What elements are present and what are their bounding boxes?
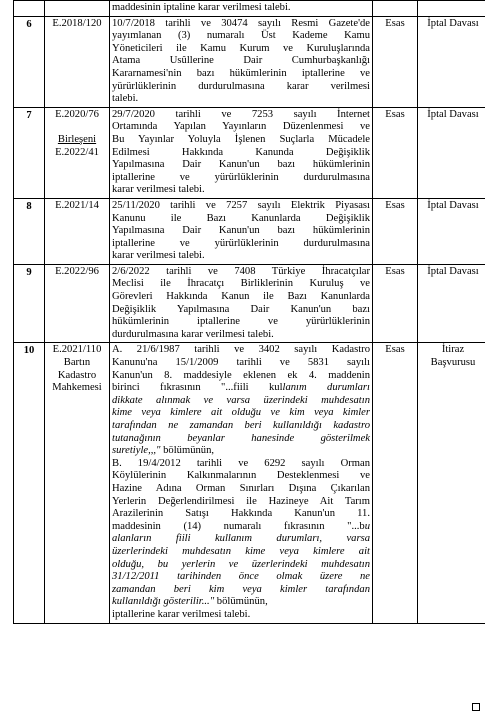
case-subject-line: yayımlanan (3) numaralı Üst Kademe Kamu: [112, 30, 370, 42]
case-subject-line: 10/7/2018 tarihli ve 30474 sayılı Resmi Gazete'de: [112, 17, 370, 29]
case-subject-line: 25/11/2020 tarihli ve 7257 sayılı Elektrik Piyasası: [112, 199, 370, 211]
row-number: 8: [14, 198, 45, 264]
case-subject-line: karar verilmesi talebi.: [112, 250, 205, 262]
application-kind: [418, 198, 485, 264]
case-subject-line: maddesinin iptaline karar verilmesi talebi.: [112, 2, 291, 13]
case-subject-line: tutanağının beyanlar hanesinde gösterilmek: [112, 432, 370, 444]
case-type: Esas: [373, 198, 418, 264]
case-subject-line: Kanun'un 8. maddesiyle eklenen ek 4. maddenin: [112, 369, 370, 381]
case-reference-line: Birleşeni: [57, 133, 97, 145]
case-reference-line: Mahkemesi: [52, 382, 102, 394]
case-type: Esas: [373, 343, 418, 623]
case-subject-line: üzerlerindeki muhdesatın kime veya kimlere ait: [112, 545, 370, 557]
row-number: 9: [14, 264, 45, 343]
case-subject-line: 2/6/2022 tarihli ve 7408 Türkiye İhracatçılar: [112, 265, 370, 277]
case-subject-line: Yapılmasına Dair Kanun'un bazı hükümlerinin: [112, 159, 370, 171]
case-subject-line: 31/12/2011 tarihinden önce olmak üzere ne: [112, 571, 370, 583]
case-reference-line: E.2022/96: [55, 265, 99, 277]
table-row: [14, 198, 485, 264]
case-subject-line: Ortamında Yapılan Yayınların Düzenlenmesi ve: [112, 121, 370, 133]
case-subject-line: kime veya kimlere ait olduğu ve kim veya kimler: [112, 407, 370, 419]
case-subject-line: yürürlüklerinin durdurulmasına karar verilmesi: [112, 80, 370, 92]
case-reference: [45, 198, 110, 264]
table-row: [14, 343, 485, 623]
case-subject-line: Yerlerin Değerlendirilmesi ile Hazineye Ait Tarım: [112, 495, 370, 507]
application-kind: [418, 1, 485, 17]
case-subject-line: Edilmesi Hakkında Kanunda Değişiklik: [112, 146, 370, 158]
case-subject-line: birinci fıkrasının "...fiili kullanım durumları: [112, 382, 370, 394]
case-reference-line: E.2018/120: [52, 17, 102, 29]
case-type: Esas: [373, 107, 418, 198]
case-subject-line: Bu Yayınlar Yoluyla İşlenen Suçlarla Mücadele: [112, 133, 370, 145]
case-reference-line: E.2021/14: [55, 199, 99, 211]
case-subject-line: alanların fiili kullanım durumları, varsa: [112, 533, 370, 545]
case-subject-line: tarafından ne zamandan beri kullanıldığı kadastro: [112, 420, 370, 431]
application-kind-line: İptal Davası: [427, 265, 479, 277]
application-kind-line: Başvurusu: [430, 357, 476, 369]
row-number: 10: [14, 343, 45, 623]
case-subject-line: Görevleri Hakkında Kanun ile Bazı Kanunlarda: [112, 291, 370, 303]
page-corner-marker: [472, 703, 480, 711]
case-subject-line: talebi.: [112, 93, 139, 105]
case-reference-line: [47, 121, 107, 134]
case-type: Esas: [373, 16, 418, 107]
case-subject-line: B. 19/4/2012 tarihli ve 6292 sayılı Orman: [112, 457, 370, 469]
case-reference: [45, 343, 110, 623]
application-kind: [418, 343, 485, 623]
table-row: [14, 107, 485, 198]
case-reference: [45, 16, 110, 107]
application-kind: [418, 264, 485, 343]
case-reference-line: Bartın: [63, 357, 91, 369]
case-subject-line: maddesinin (14) numaralı fıkrasının "...bu: [112, 520, 370, 532]
case-subject-line: iptallerine ve yürürlüklerinin durdurulmasına: [112, 171, 370, 183]
application-kind: [418, 16, 485, 107]
application-kind: [418, 107, 485, 198]
case-reference-line: E.2022/41: [55, 146, 99, 158]
case-subject-line: A. 21/6/1987 tarihli ve 3402 sayılı Kadastro: [112, 344, 370, 356]
case-reference: [45, 107, 110, 198]
case-reference-line: Kadastro: [57, 369, 97, 381]
case-subject: [110, 1, 373, 17]
case-subject-line: olduğu, bu yerlerin ve üzerlerindeki muhdesatın: [112, 558, 370, 570]
case-subject-line: iptallerine karar verilmesi talebi.: [112, 608, 251, 620]
table-row: [14, 16, 485, 107]
case-reference-line: E.2020/76: [55, 108, 99, 120]
case-list-body: [14, 1, 485, 624]
case-subject-line: Kararnamesi'nin bazı hükümlerinin iptallerine ve: [112, 67, 370, 79]
case-subject-line: Yöneticileri ile Kamu Kurum ve Kuruluşlarında: [112, 42, 370, 54]
case-subject-line: hükümlerinin iptallerine ve yürürlüklerinin: [112, 316, 370, 328]
case-subject-line: Hazine Adına Orman Sınırları Dışına Çıkarılan: [112, 482, 370, 494]
case-subject-line: karar verilmesi talebi.: [112, 184, 205, 196]
case-subject-line: 29/7/2020 tarihli ve 7253 sayılı İnternet: [112, 108, 370, 120]
case-type: [373, 1, 418, 17]
case-type: Esas: [373, 264, 418, 343]
case-subject: [110, 343, 373, 623]
case-subject-line: Kanunu'na 15/1/2009 tarihli ve 5831 sayılı: [112, 357, 370, 369]
case-subject-line: durdurulmasına karar verilmesi talebi.: [112, 328, 274, 340]
case-subject-line: iptallerine ve yürürlüklerinin durdurulmasına: [112, 237, 370, 249]
case-subject-line: Meclisi ile İhracatçı Birliklerinin Kuruluş ve: [112, 278, 370, 290]
case-subject-line: Arazilerinin Satışı Hakkında Kanun'un 11.: [112, 508, 370, 520]
case-subject-line: Yapılmasına Dair Kanun'un bazı hükümlerinin: [112, 225, 370, 237]
case-subject-line: Köylülerinin Kalkınmalarının Desteklenmesi ve: [112, 470, 370, 482]
table-row: [14, 1, 485, 17]
case-reference: [45, 264, 110, 343]
case-subject: [110, 264, 373, 343]
case-subject: [110, 16, 373, 107]
case-subject-line: zamandan beri kim veya kimler tarafından: [112, 583, 370, 595]
case-subject-line: Atama Usûllerine Dair Cumhurbaşkanlığı: [112, 55, 370, 67]
application-kind-line: İtiraz: [441, 344, 465, 356]
case-subject-line: kullanıldığı gösterilir..." bölümünün,: [112, 596, 268, 608]
application-kind-line: İptal Davası: [427, 108, 479, 120]
application-kind-line: İptal Davası: [427, 199, 479, 211]
case-subject: [110, 198, 373, 264]
case-subject-line: suretiyle,,," bölümünün,: [112, 445, 215, 457]
row-number: 7: [14, 107, 45, 198]
case-subject-line: Değişiklik Yapılmasına Dair Kanun'un bazı: [112, 303, 370, 315]
application-kind-line: İptal Davası: [427, 17, 479, 29]
case-reference: [45, 1, 110, 17]
case-reference-line: E.2021/110: [52, 344, 102, 356]
table-row: [14, 264, 485, 343]
case-list-table: [13, 0, 485, 624]
case-subject-line: dikkate alınmak ve varsa üzerindeki muhdesatın: [112, 394, 370, 406]
row-number: 6: [14, 16, 45, 107]
case-subject: [110, 107, 373, 198]
row-number: [14, 1, 45, 17]
case-subject-line: Kanunu ile Bazı Kanunlarda Değişiklik: [112, 212, 370, 224]
